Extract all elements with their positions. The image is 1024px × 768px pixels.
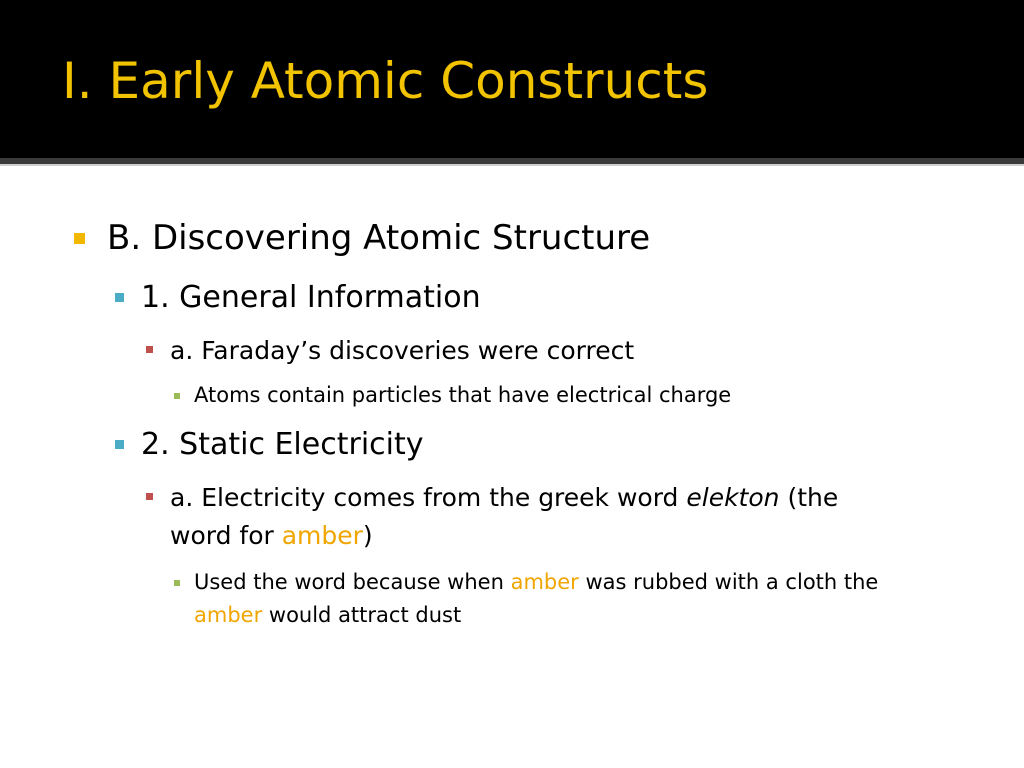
bullet-square-icon	[146, 346, 153, 353]
bullet-level3-faraday: a. Faraday’s discoveries were correct	[170, 336, 635, 365]
elekton-text-part4: )	[362, 521, 373, 550]
amber-highlight: amber	[510, 570, 579, 594]
bullet-square-icon	[174, 393, 180, 399]
bullet-square-icon	[115, 440, 124, 449]
amber-highlight: amber	[281, 521, 363, 550]
bullet-level1-discovering: B. Discovering Atomic Structure	[107, 218, 651, 258]
elekton-italic-word: elekton	[686, 483, 780, 512]
bullet-square-icon	[174, 580, 180, 586]
amber-dust-text-part2: was rubbed with a cloth the	[578, 570, 879, 594]
amber-dust-text-part1: Used the word because when	[194, 570, 511, 594]
bullet-level2-static-electricity: 2. Static Electricity	[141, 427, 424, 462]
elekton-text-part3: word for	[170, 521, 282, 550]
amber-highlight: amber	[194, 603, 263, 627]
elekton-text-part1: a. Electricity comes from the greek word	[170, 483, 687, 512]
bullet-square-icon	[115, 293, 124, 302]
bullet-level2-general-information: 1. General Information	[141, 280, 481, 315]
amber-dust-text-part3: would attract dust	[262, 603, 462, 627]
bullet-square-icon	[146, 493, 153, 500]
slide-title: I. Early Atomic Constructs	[62, 52, 709, 110]
bullet-level3-elekton	[170, 479, 950, 555]
bullet-level4-atoms-charge: Atoms contain particles that have electrical charge	[194, 383, 732, 407]
elekton-text-part2: (the	[779, 483, 839, 512]
bullet-square-icon	[74, 233, 85, 244]
bullet-level4-amber-dust	[194, 566, 994, 632]
